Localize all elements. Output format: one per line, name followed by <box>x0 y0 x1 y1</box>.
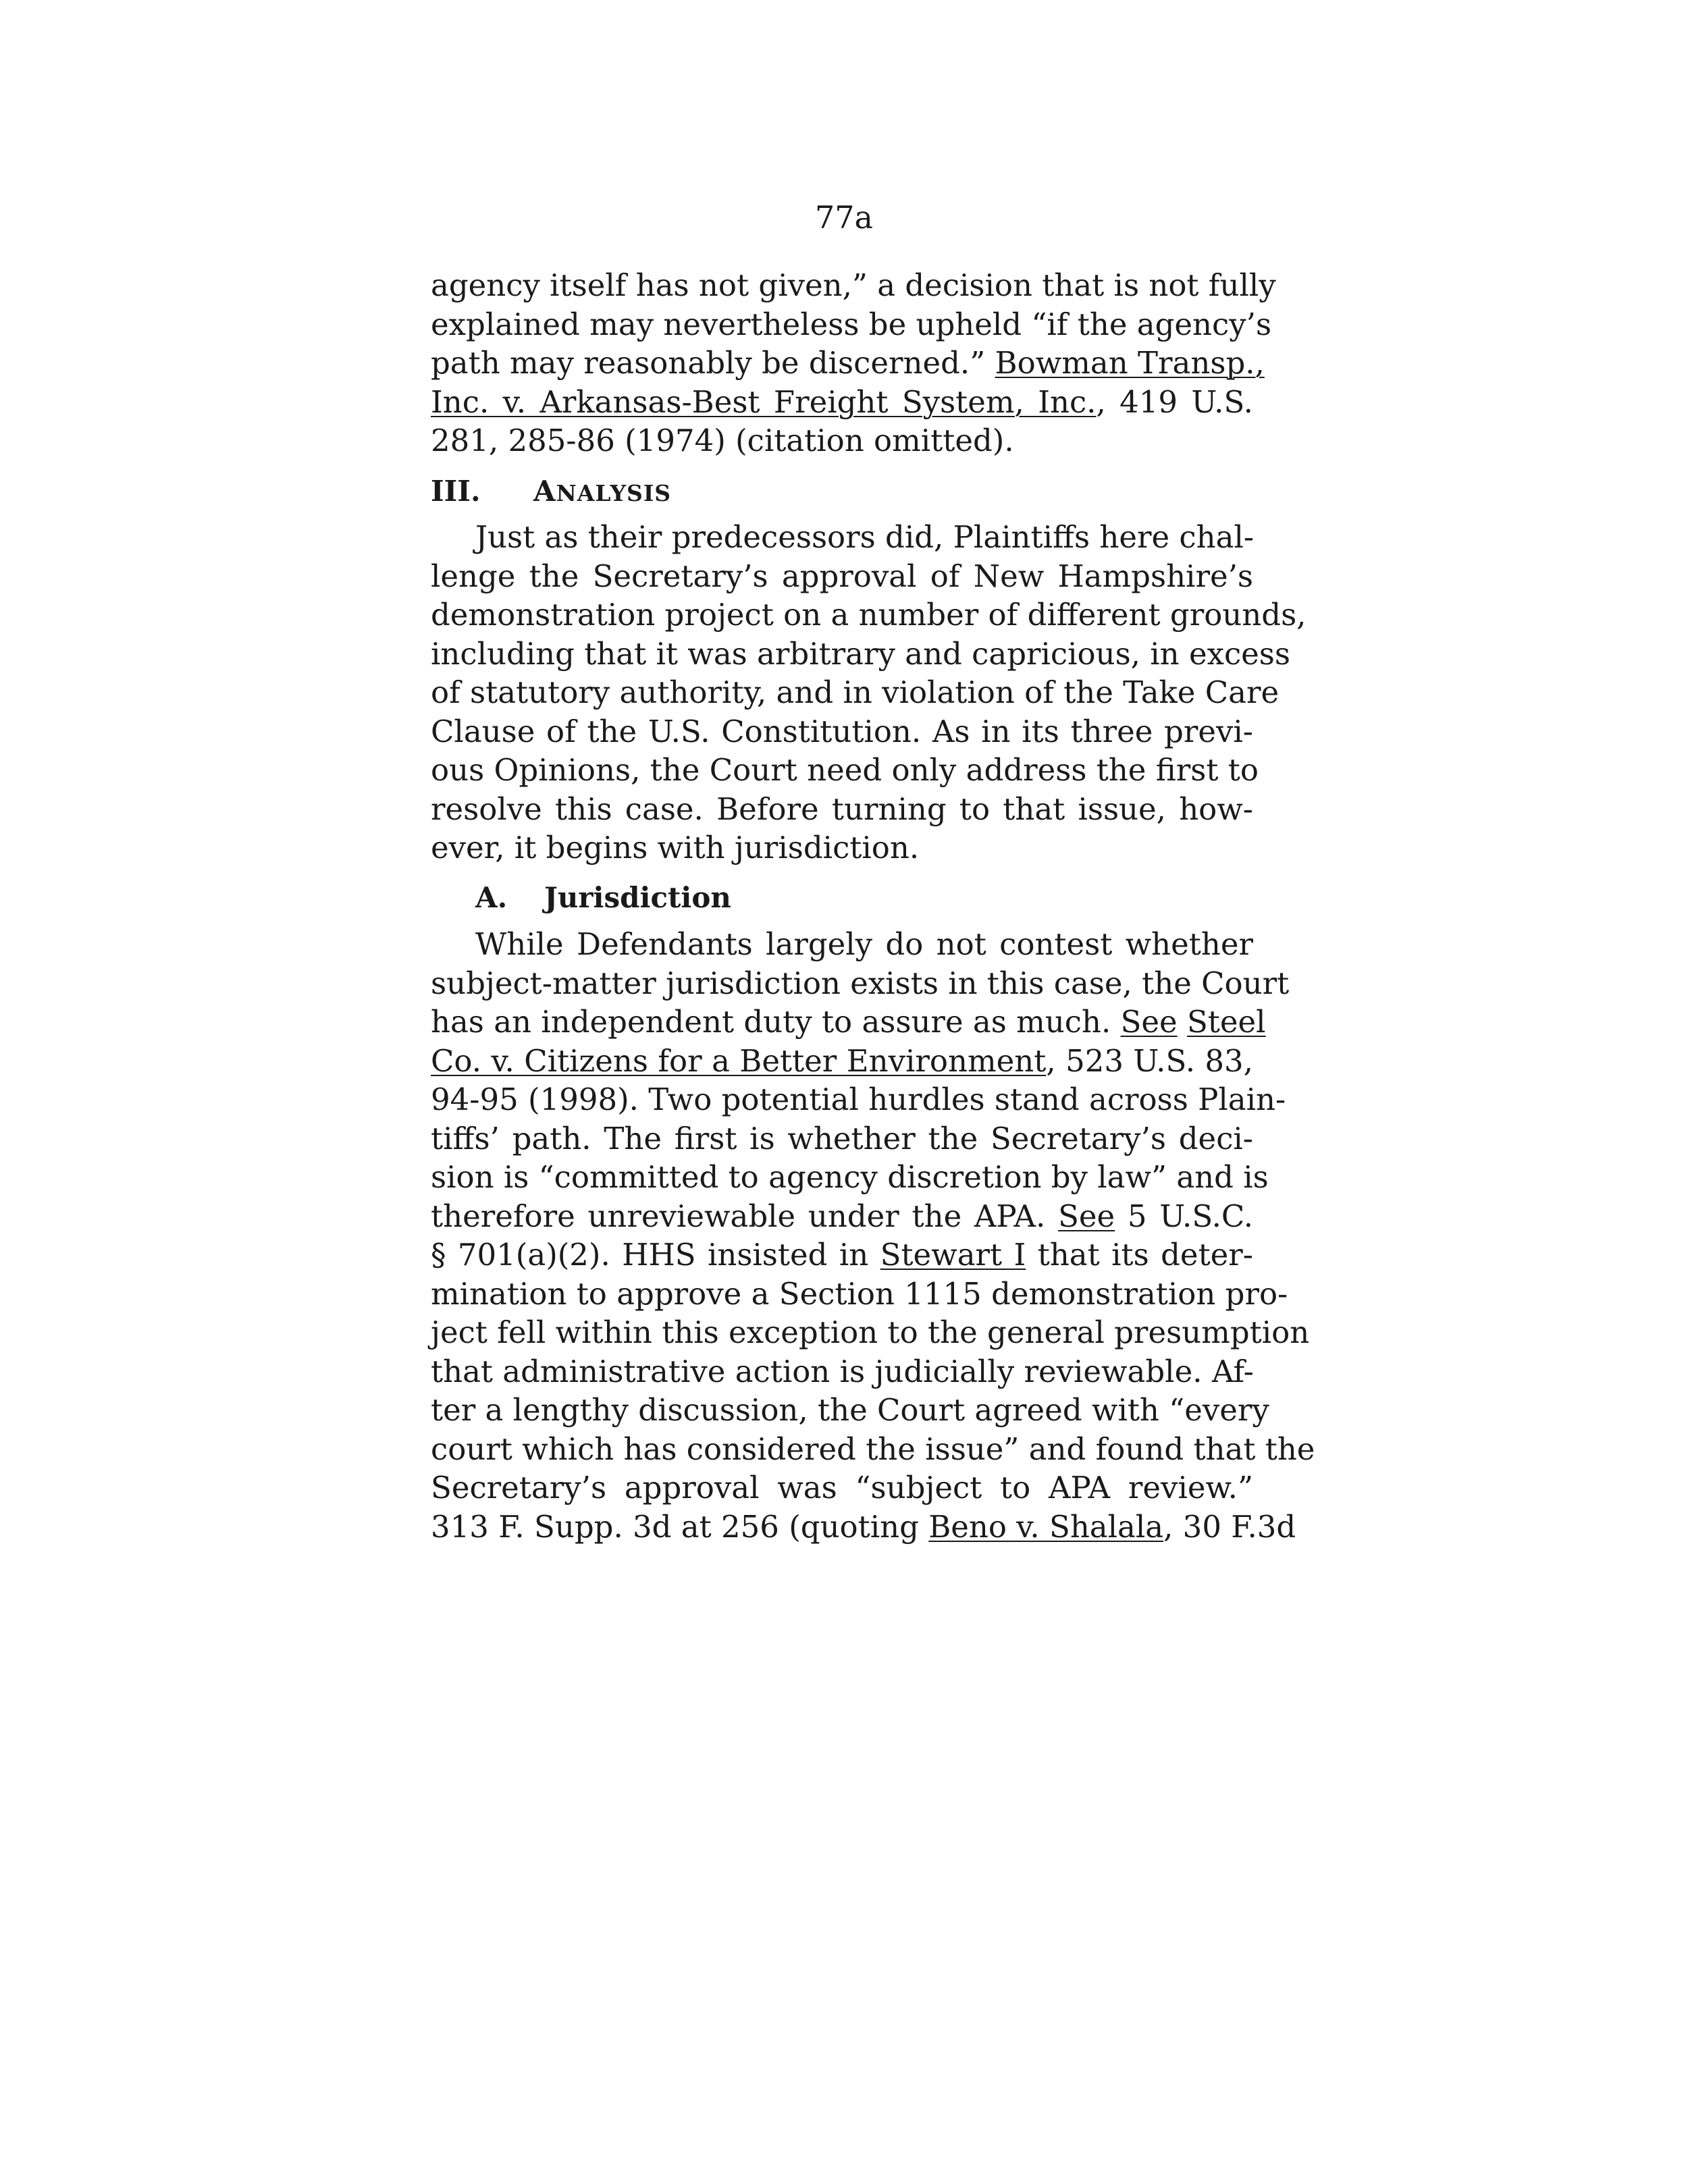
section-number: III. <box>431 474 481 508</box>
text-line: explained may nevertheless be upheld “if the agency’s <box>431 306 1272 342</box>
text-line: resolve this case. Before turning to that issue, how- <box>431 791 1253 827</box>
paragraph-continuation <box>431 266 1276 460</box>
subsection-heading-jurisdiction <box>431 878 1253 917</box>
text-line: agency itself has not given,” a decision that is not fully <box>431 267 1276 303</box>
text-line: subject-matter jurisdiction exists in this case, the Court <box>431 965 1290 1001</box>
text-line <box>431 1235 1253 1275</box>
text-fragment: , 523 U.S. 83, <box>1046 1042 1253 1079</box>
page-number: 77a <box>815 199 873 236</box>
text-line <box>431 383 1253 422</box>
paragraph-jurisdiction <box>431 925 1315 1546</box>
text-line: mination to approve a Section 1115 demonstration pro- <box>431 1275 1288 1312</box>
case-citation-beno: Beno v. Shalala <box>928 1508 1164 1545</box>
text-line: of statutory authority, and in violation of the Take Care <box>431 674 1280 710</box>
text-fragment: , 30 F.3d <box>1163 1508 1296 1545</box>
text-line: lenge the Secretary’s approval of New Hampshire’s <box>431 558 1253 594</box>
text-line: that administrative action is judicially reviewable. Af- <box>431 1353 1254 1389</box>
text-line: ous Opinions, the Court need only address the first to <box>431 752 1259 788</box>
text-line <box>431 1003 1266 1042</box>
text-line <box>431 1197 1253 1236</box>
text-fragment: , 419 U.S. <box>1096 383 1253 420</box>
section-title <box>533 475 671 508</box>
paragraph-analysis <box>431 518 1307 868</box>
text-line: 281, 285-86 (1974) (citation omitted). <box>431 423 1014 458</box>
text-line <box>431 1042 1253 1081</box>
text-fragment: § 701(a)(2). HHS insisted in <box>431 1237 869 1273</box>
case-citation-stewart: Stewart I <box>880 1237 1026 1273</box>
text-line: court which has considered the issue” and found that the <box>431 1431 1315 1467</box>
subsection-title: Jurisdiction <box>544 880 731 914</box>
case-citation-steel: Steel <box>1186 1004 1266 1040</box>
text-line: sion is “committed to agency discretion by law” and is <box>431 1159 1269 1195</box>
document-body <box>431 266 1315 1546</box>
signal-see: See <box>1120 1004 1178 1040</box>
text-line: ever, it begins with jurisdiction. <box>431 830 920 865</box>
text-line: ter a lengthy discussion, the Court agreed with “every <box>431 1392 1269 1428</box>
text-line: Clause of the U.S. Constitution. As in its three previ- <box>431 713 1253 749</box>
text-line: While Defendants largely do not contest whether <box>475 926 1253 962</box>
text-line: including that it was arbitrary and capricious, in excess <box>431 635 1290 672</box>
text-line: 94-95 (1998). Two potential hurdles stand across Plain- <box>431 1082 1286 1117</box>
text-fragment: that its deter- <box>1026 1237 1253 1273</box>
text-fragment: therefore unreviewable under the APA. <box>431 1198 1046 1234</box>
text-line <box>431 1508 1296 1547</box>
section-heading-analysis <box>431 471 1253 510</box>
text-fragment: path may reasonably be discerned.” <box>431 345 986 381</box>
text-line: ject fell within this exception to the general presumption <box>431 1314 1310 1350</box>
text-line: Just as their predecessors did, Plaintiffs here chal- <box>475 519 1255 555</box>
signal-see: See <box>1058 1198 1115 1234</box>
case-citation-bowman: Bowman Transp., <box>995 345 1265 381</box>
text-line: Secretary’s approval was “subject to APA review.” <box>431 1470 1253 1506</box>
section-title-initial: A <box>533 474 556 508</box>
section-title-rest: NALYSIS <box>556 479 672 506</box>
text-line <box>431 344 1265 383</box>
case-citation-steel-cont: Co. v. Citizens for a Better Environment <box>431 1042 1047 1079</box>
case-citation-bowman-cont: Inc. v. Arkansas-Best Freight System, Inc. <box>431 383 1097 420</box>
text-fragment: 5 U.S.C. <box>1115 1198 1254 1234</box>
text-fragment: has an independent duty to assure as much. <box>431 1004 1111 1040</box>
text-line: demonstration project on a number of different grounds, <box>431 597 1307 633</box>
text-fragment: 313 F. Supp. 3d at 256 (quoting <box>431 1508 919 1545</box>
subsection-number: A. <box>475 880 508 914</box>
text-line: tiffs’ path. The first is whether the Secretary’s deci- <box>431 1120 1253 1156</box>
